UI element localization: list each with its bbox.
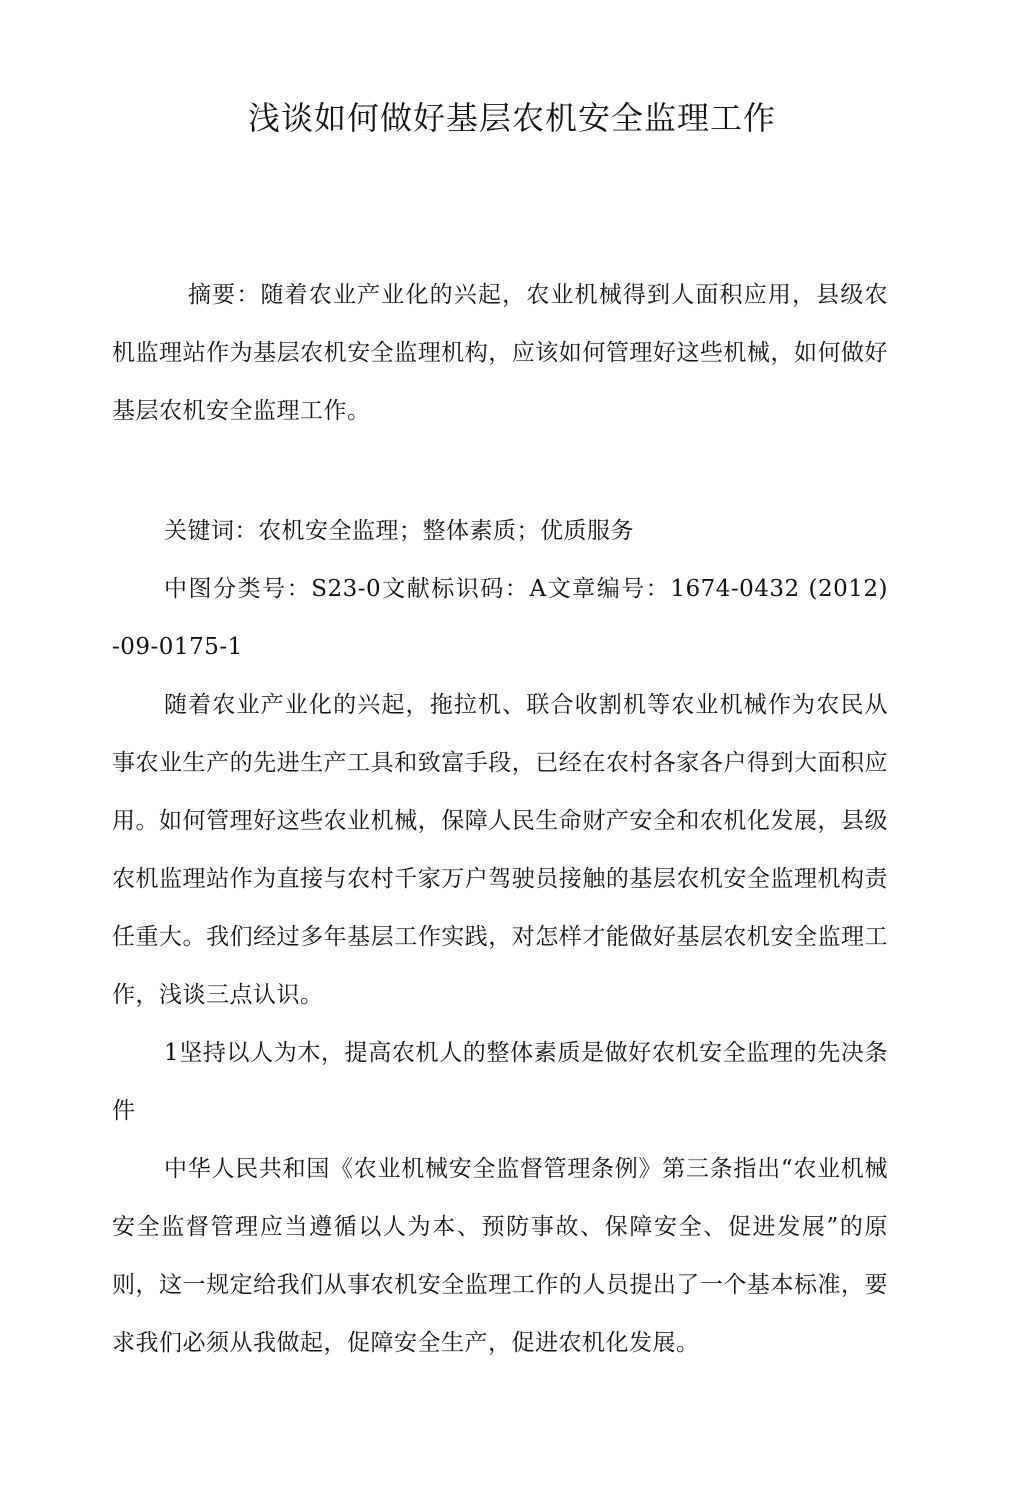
document-title: 浅谈如何做好基层农机安全监理工作 xyxy=(247,99,776,137)
intro-paragraph: 随着农业产业化的兴起，拖拉机、联合收割机等农业机械作为农民从事农业生产的先进生产工具和致富手段，已经在农村各家各户得到大面积应用。如何管理好这些农业机械，保障人民生命财产安全和农机化发展，县级农机监理站作为直接与农村千家万户驾驶员接触的基层农机安全监理机构责任重大。我们经过多年基层工作实践，对怎样才能做好基层农机安全监理工作，浅谈三点认识。 xyxy=(112,692,888,1008)
abstract-paragraph: 摘要：随着农业产业化的兴起，农业机械得到人面积应用，县级农机监理站作为基层农机安全监理机构，应该如何管理好这些机械，如何做好基层农机安全监理工作。 xyxy=(112,282,888,424)
keywords-paragraph: 关键词：农机安全监理；整体素质；优质服务 xyxy=(164,518,634,544)
classification-paragraph: 中图分类号：S23-0文献标识码：A文章编号：1674-0432 (2012) -09-0175-1 xyxy=(112,576,888,660)
section-1-paragraph: 中华人民共和国《农业机械安全监督管理条例》第三条指出“农业机械安全监督管理应当遵循以人为本、预防事故、保障安全、促进发展”的原则，这一规定给我们从事农机安全监理工作的人员提出了一个基本标准，要求我们必须从我做起，促障安全生产，促进农机化发展。 xyxy=(112,1156,888,1356)
section-1-heading: 1坚持以人为木，提高农机人的整体素质是做好农机安全监理的先决条件 xyxy=(112,1040,888,1124)
